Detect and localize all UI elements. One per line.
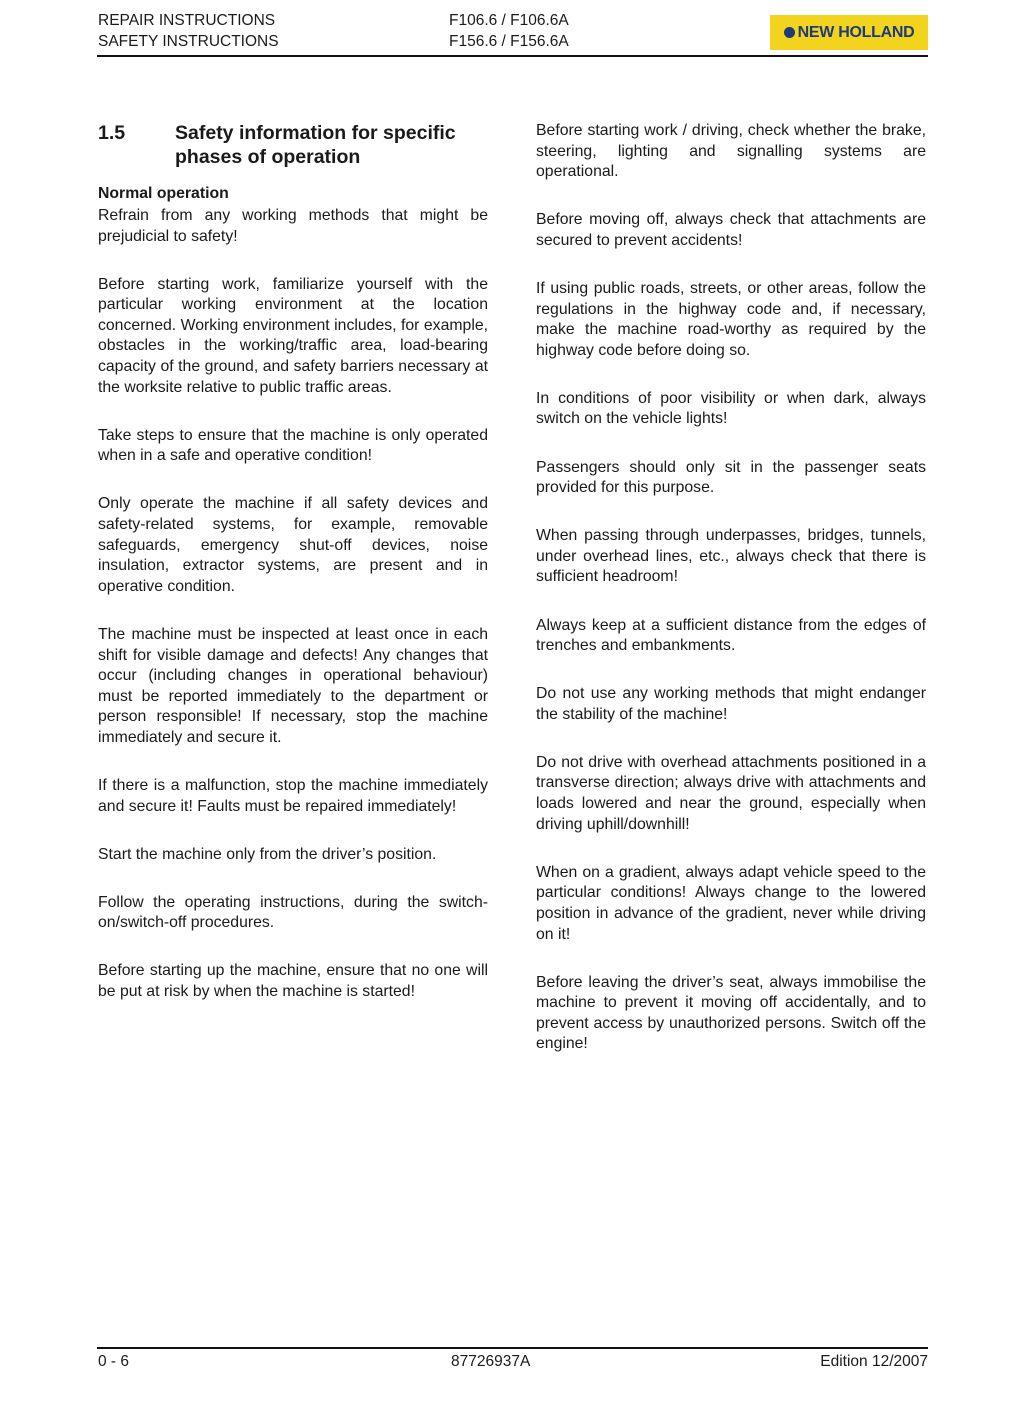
left-paragraph: Before starting work, familiarize yourself with the particular working environment at the location concerned. Working environment includes, for example, obstacles in the working/traffic area, load-bearing capacity of the ground, and safety barriers necessary at the worksite relative to public traffic areas. <box>98 275 488 396</box>
header-left <box>98 10 279 52</box>
left-paragraph: The machine must be inspected at least once in each shift for visible damage and defects! Any changes that occur (including changes in operational behaviour) must be reported immediately to the department or person responsible! If necessary, stop the machine immediately and secure it. <box>98 625 488 746</box>
right-paragraph: Before moving off, always check that attachments are secured to prevent accidents! <box>536 211 926 249</box>
header-title-safety: SAFETY INSTRUCTIONS <box>98 33 279 50</box>
left-column <box>98 121 488 1030</box>
footer-rule <box>97 1347 928 1349</box>
right-paragraph: Before leaving the driver’s seat, always immobilise the machine to prevent it moving off accidentally, and to prevent access by unauthorized persons. Switch off the engine! <box>536 973 926 1053</box>
header-model-line1: F106.6 / F106.6A <box>449 12 569 29</box>
right-paragraph: Always keep at a sufficient distance from the edges of trenches and embankments. <box>536 616 926 655</box>
right-paragraph: If using public roads, streets, or other areas, follow the regulations in the highway code and, if necessary, make the machine road-worthy as required by the highway code before doing so. <box>536 279 926 359</box>
header-title-repair: REPAIR INSTRUCTIONS <box>98 12 276 29</box>
subheading-normal-operation: Normal operation <box>98 185 229 202</box>
right-paragraph: When passing through underpasses, bridges, tunnels, under overhead lines, etc., always check that there is sufficient headroom! <box>536 527 926 586</box>
page-number: 0 - 6 <box>98 1353 130 1370</box>
left-paragraph: Follow the operating instructions, during the switch-on/switch-off procedures. <box>98 893 488 932</box>
edition-label: Edition 12/2007 <box>820 1353 928 1370</box>
section-title: Safety information for specific phases of operation <box>175 122 456 168</box>
right-paragraph: When on a gradient, always adapt vehicle speed to the particular conditions! Always change to the lowered position in advance of the gradient, never while driving on it! <box>536 863 926 943</box>
right-paragraph: Passengers should only sit in the passenger seats provided for this purpose. <box>536 458 926 497</box>
new-holland-logo <box>770 15 928 50</box>
header-models <box>449 10 569 52</box>
logo-text: NEW HOLLAND <box>797 23 915 41</box>
leaf-icon <box>784 27 795 38</box>
section-number: 1.5 <box>98 122 126 144</box>
right-paragraph: Before starting work / driving, check whether the brake, steering, lighting and signalling systems are operational. <box>536 122 926 181</box>
right-paragraph: Do not drive with overhead attachments positioned in a transverse direction; always drive with attachments and loads lowered and near the ground, especially when driving uphill/downhill! <box>536 753 926 833</box>
right-column <box>536 121 926 1083</box>
left-paragraph: If there is a malfunction, stop the machine immediately and secure it! Faults must be repaired immediately! <box>98 776 488 815</box>
right-paragraph: Do not use any working methods that might endanger the stability of the machine! <box>536 685 926 723</box>
section-heading <box>98 121 488 169</box>
left-paragraph: Refrain from any working methods that might be prejudicial to safety! <box>98 207 488 245</box>
left-paragraph: Start the machine only from the driver’s position. <box>98 845 437 863</box>
left-paragraph: Before starting up the machine, ensure that no one will be put at risk by when the machine is started! <box>98 962 488 1001</box>
header-model-line2: F156.6 / F156.6A <box>449 33 569 50</box>
document-number: 87726937A <box>451 1353 531 1370</box>
right-paragraph: In conditions of poor visibility or when dark, always switch on the vehicle lights! <box>536 389 926 428</box>
left-paragraph: Take steps to ensure that the machine is only operated when in a safe and operative condition! <box>98 426 488 465</box>
left-paragraph: Only operate the machine if all safety devices and safety-related systems, for example, removable safeguards, emergency shut-off devices, noise insulation, extractor systems, are present and in operative condition. <box>98 495 488 595</box>
header-rule <box>97 55 928 57</box>
